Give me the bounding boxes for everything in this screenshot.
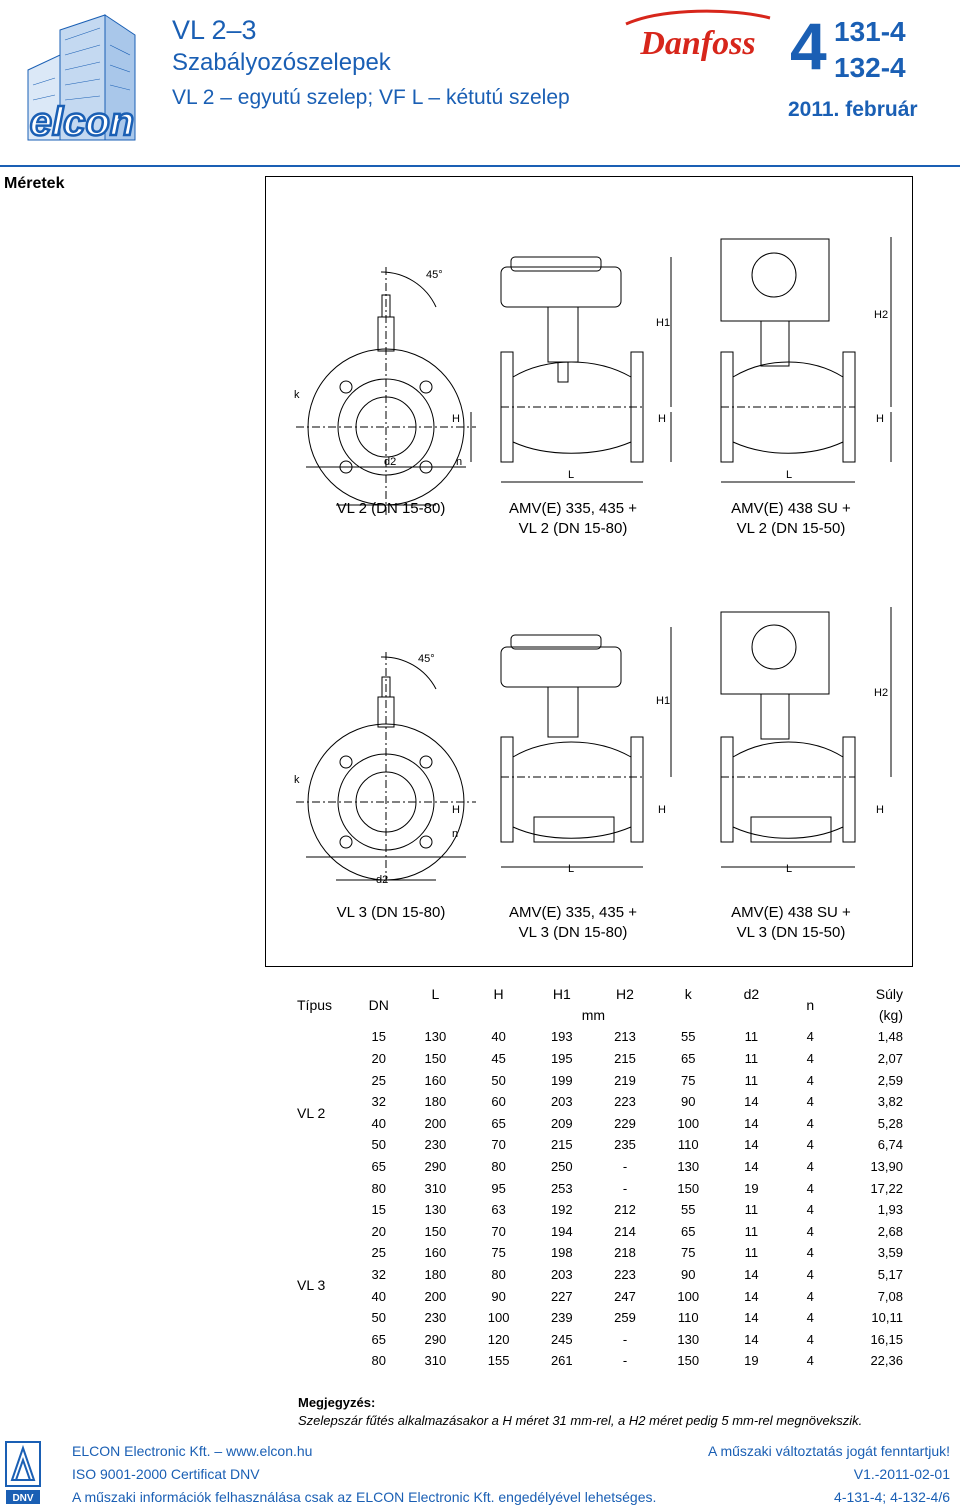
table-cell: 5,17 [877, 1267, 903, 1283]
table-cell: 150 [677, 1180, 700, 1196]
table-cell: 4 [806, 1072, 814, 1088]
table-cell: 215 [550, 1137, 573, 1153]
table-cell: 75 [680, 1072, 696, 1088]
table-cell: 4 [806, 1331, 814, 1347]
table-cell: 80 [371, 1353, 386, 1369]
table-cell: 50 [371, 1310, 386, 1326]
caption-vl2-front: VL 2 (DN 15-80) [336, 500, 446, 517]
table-cell: 55 [680, 1202, 696, 1218]
table-cell: 10,11 [871, 1310, 903, 1326]
table-cell: 65 [371, 1159, 386, 1175]
dim-k-1: k [294, 389, 300, 401]
table-cell: 75 [680, 1245, 696, 1261]
dnv-logo [4, 1440, 42, 1506]
footer-version: V1.-2011-02-01 [853, 1466, 950, 1482]
table-cell: 15 [371, 1202, 386, 1218]
table-cell: 130 [424, 1202, 447, 1218]
table-cell: 70 [491, 1223, 506, 1239]
table-cell: 253 [550, 1180, 573, 1196]
dim-h-2c: H [876, 804, 884, 816]
vl2-amv438-view [721, 239, 855, 462]
table-cell: 20 [371, 1051, 386, 1067]
caption-vl2-amv335: AMV(E) 335, 435 + VL 2 (DN 15-80) [509, 500, 637, 537]
table-cell: 14 [744, 1137, 759, 1153]
table-cell: 203 [550, 1267, 573, 1283]
header-dn: DN [368, 996, 389, 1013]
vl3-amv438-view [721, 612, 855, 842]
table-cell: 80 [491, 1267, 506, 1283]
table-cell: 195 [550, 1051, 573, 1067]
table-cell: 63 [491, 1202, 506, 1218]
table-cell: 200 [424, 1288, 447, 1304]
table-cell: 160 [424, 1072, 447, 1088]
vl2-amv335-view [501, 257, 643, 462]
dim-l-1a: L [568, 469, 575, 481]
table-cell: 239 [550, 1310, 573, 1326]
doc-main-digit: 4 [790, 9, 827, 83]
dim-n-1: n [456, 456, 463, 468]
table-cell: 40 [491, 1029, 506, 1045]
table-row [297, 1285, 903, 1307]
dim-h-1a: H [452, 413, 460, 425]
table-cell: 13,90 [870, 1159, 903, 1175]
table-cell: 16,15 [870, 1331, 903, 1347]
table-cell: 4 [806, 1180, 814, 1196]
table-row [297, 1091, 903, 1113]
section-title: Méretek [4, 175, 65, 192]
table-cell: 192 [550, 1202, 573, 1218]
table-cell: 4 [806, 1094, 814, 1110]
table-cell: 4 [806, 1115, 814, 1131]
table-cell: 80 [371, 1180, 386, 1196]
table-cell: 150 [424, 1223, 447, 1239]
table-cell: - [622, 1331, 628, 1347]
page-subtitle: Szabályozószelepek [172, 49, 391, 76]
table-row [297, 1177, 903, 1199]
svg-text:Danfoss: Danfoss [640, 25, 756, 62]
table-cell: 110 [677, 1137, 699, 1153]
table-cell: 4 [806, 1245, 814, 1261]
dim-d2-1: d2 [384, 456, 397, 468]
table-cell: 14 [744, 1267, 759, 1283]
caption-vl3-amv335: AMV(E) 335, 435 + VL 3 (DN 15-80) [509, 904, 637, 941]
header-n: n [806, 996, 815, 1013]
dim-k-2: k [294, 774, 300, 786]
footer-rights: A műszaki változtatás jogát fenntartjuk! [707, 1443, 950, 1459]
header-mm: mm [581, 1007, 606, 1024]
table-cell: 120 [487, 1331, 510, 1347]
table-cell: 14 [744, 1115, 759, 1131]
table-cell: 14 [744, 1310, 759, 1326]
dim-h1-2: H1 [656, 695, 671, 707]
table-cell: 245 [550, 1331, 573, 1347]
table-cell: 4 [806, 1288, 814, 1304]
doc-number-1: 131-4 [834, 16, 906, 47]
page-header [0, 0, 960, 165]
svg-text:elcon: elcon [29, 100, 135, 144]
table-cell: 3,82 [877, 1094, 903, 1110]
table-cell: 223 [614, 1094, 636, 1110]
dim-h-1b: H [658, 413, 666, 425]
table-cell: 45 [491, 1051, 506, 1067]
table-cell: 40 [371, 1288, 386, 1304]
technical-drawings [265, 176, 913, 967]
table-cell: 203 [550, 1094, 573, 1110]
caption-vl3-amv438: AMV(E) 438 SU + VL 3 (DN 15-50) [731, 904, 851, 941]
doc-number-2: 132-4 [834, 52, 906, 83]
table-cell: 90 [491, 1288, 506, 1304]
table-cell: 229 [614, 1115, 636, 1131]
dim-h-1c: H [876, 413, 884, 425]
svg-text:DNV: DNV [12, 1493, 34, 1504]
table-row [297, 1026, 903, 1048]
header-l: L [431, 985, 440, 1002]
table-cell: 90 [680, 1094, 696, 1110]
angle-label-1: 45° [426, 269, 443, 281]
table-cell: 212 [614, 1202, 636, 1218]
table-cell: 180 [424, 1267, 447, 1283]
table-cell: - [622, 1159, 628, 1175]
table-row [297, 1134, 903, 1156]
dim-h-2a: H [452, 804, 460, 816]
table-cell: 223 [614, 1267, 636, 1283]
table-body [297, 1026, 903, 1372]
table-cell: 2,59 [877, 1072, 903, 1088]
footer-company-line [72, 1443, 312, 1459]
table-cell: 11 [744, 1202, 759, 1218]
header-h: H [493, 985, 504, 1002]
table-cell: 90 [680, 1267, 696, 1283]
table-cell: 11 [744, 1245, 759, 1261]
page-subtitle-2: VL 2 – egyutú szelep; VF L – kétutú szelep [172, 86, 570, 109]
table-cell: 247 [614, 1288, 636, 1304]
table-cell: 194 [550, 1223, 573, 1239]
table-cell: 14 [744, 1159, 759, 1175]
dim-h2-2: H2 [874, 687, 889, 699]
table-row [297, 1069, 903, 1091]
table-cell: 213 [614, 1029, 636, 1045]
table-cell: 19 [744, 1180, 759, 1196]
table-cell: 215 [614, 1051, 636, 1067]
table-cell: 65 [491, 1115, 506, 1131]
table-cell: 230 [424, 1310, 447, 1326]
table-cell: 3,59 [877, 1245, 903, 1261]
header-suly: Súly [875, 985, 903, 1002]
table-cell: 4 [806, 1310, 814, 1326]
table-cell: 130 [677, 1331, 700, 1347]
header-d2: d2 [743, 985, 760, 1002]
table-cell: 65 [680, 1223, 696, 1239]
footer-pages: 4-131-4; 4-132-4/6 [834, 1489, 950, 1505]
table-cell: 150 [677, 1353, 700, 1369]
table-cell: 193 [550, 1029, 573, 1045]
drawing-canvas [266, 177, 914, 968]
dim-l-2b: L [786, 863, 793, 875]
footer-iso: ISO 9001-2000 Certificat DNV [72, 1466, 260, 1482]
table-cell: 14 [744, 1288, 759, 1304]
table-cell: 230 [424, 1137, 447, 1153]
table-cell: 65 [680, 1051, 696, 1067]
type-cell: VL 2 [297, 1104, 326, 1121]
header-tipus: Típus [297, 996, 333, 1013]
dim-d2-2: d2 [376, 874, 389, 886]
table-cell: 4 [806, 1159, 814, 1175]
table-cell: 160 [424, 1245, 447, 1261]
dim-n-2: n [452, 828, 459, 840]
table-cell: 209 [550, 1115, 573, 1131]
table-cell: 11 [744, 1072, 759, 1088]
table-cell: 100 [677, 1288, 700, 1304]
table-cell: 4 [806, 1353, 814, 1369]
dim-h1-1: H1 [656, 317, 671, 329]
note [298, 1394, 862, 1430]
danfoss-logo [622, 6, 774, 68]
table-cell: 130 [424, 1029, 447, 1045]
table-cell: 50 [371, 1137, 386, 1153]
table-cell: 199 [550, 1072, 573, 1088]
table-cell: 11 [744, 1029, 759, 1045]
table-row [297, 1113, 903, 1135]
table-row [297, 1221, 903, 1243]
header-k: k [684, 985, 692, 1002]
table-cell: 6,74 [877, 1137, 903, 1153]
table-cell: 2,07 [877, 1051, 903, 1067]
table-cell: 100 [677, 1115, 700, 1131]
dimensions-table [297, 983, 903, 1372]
table-cell: 75 [491, 1245, 506, 1261]
table-row [297, 1264, 903, 1286]
table-cell: 17,22 [870, 1180, 903, 1196]
table-cell: 25 [371, 1245, 386, 1261]
table-cell: 14 [744, 1094, 759, 1110]
table-cell: 32 [371, 1267, 386, 1283]
footer-company: ELCON Electronic Kft. [72, 1443, 211, 1459]
footer-web-link[interactable]: www.elcon.hu [226, 1443, 313, 1459]
table-cell: 32 [371, 1094, 386, 1110]
table-cell: 95 [491, 1180, 506, 1196]
table-row [297, 1156, 903, 1178]
table-cell: 155 [487, 1353, 510, 1369]
header-rule [0, 165, 960, 167]
table-cell: 259 [614, 1310, 636, 1326]
table-cell: 180 [424, 1094, 447, 1110]
table-cell: 1,93 [877, 1202, 903, 1218]
table-cell: 4 [806, 1202, 814, 1218]
caption-vl3-front: VL 3 (DN 15-80) [336, 904, 446, 921]
table-cell: - [622, 1180, 628, 1196]
table-row [297, 1048, 903, 1070]
table-cell: 25 [371, 1072, 386, 1088]
table-cell: 100 [487, 1310, 510, 1326]
page-title: VL 2–3 [172, 15, 257, 45]
table-row [297, 1307, 903, 1329]
dim-h-2b: H [658, 804, 666, 816]
table-cell: 7,08 [877, 1288, 903, 1304]
elcon-logo [0, 0, 165, 160]
table-cell: 22,36 [870, 1353, 903, 1369]
table-cell: 20 [371, 1223, 386, 1239]
table-cell: 4 [806, 1051, 814, 1067]
dim-l-1b: L [786, 469, 793, 481]
table-cell: 60 [491, 1094, 506, 1110]
table-cell: 219 [614, 1072, 636, 1088]
vl3-amv335-view [501, 635, 643, 842]
table-cell: 4 [806, 1029, 814, 1045]
table-cell: 290 [424, 1331, 447, 1347]
table-cell: 110 [677, 1310, 699, 1326]
angle-label-2: 45° [418, 653, 435, 665]
table-cell: 261 [550, 1353, 573, 1369]
note-text: Szelepszár fűtés alkalmazásakor a H méret 31 mm-rel, a H2 méret pedig 5 mm-rel megnövekszik. [298, 1413, 863, 1428]
table-cell: 150 [424, 1051, 447, 1067]
table-cell: 1,48 [877, 1029, 903, 1045]
table-cell: 290 [424, 1159, 447, 1175]
header-h1: H1 [552, 985, 571, 1002]
footer-usage: A műszaki információk felhasználása csak az ELCON Electronic Kft. engedélyével lehetséges. [72, 1489, 657, 1505]
table-cell: 4 [806, 1223, 814, 1239]
table-cell: 11 [744, 1223, 759, 1239]
table-cell: 310 [424, 1180, 447, 1196]
table-cell: 218 [614, 1245, 636, 1261]
table-cell: 19 [744, 1353, 759, 1369]
table-cell: 80 [491, 1159, 506, 1175]
title-block [172, 14, 570, 116]
header-h2: H2 [616, 985, 634, 1002]
table-cell: 214 [614, 1223, 636, 1239]
table-cell: 40 [371, 1115, 386, 1131]
vl2-front-view [296, 267, 476, 517]
document-date: 2011. február [788, 98, 918, 121]
table-cell: 200 [424, 1115, 447, 1131]
table-row [297, 1242, 903, 1264]
table-cell: 50 [491, 1072, 506, 1088]
caption-vl2-amv438: AMV(E) 438 SU + VL 2 (DN 15-50) [731, 500, 851, 537]
table-cell: 4 [806, 1267, 814, 1283]
table-row [297, 1329, 903, 1351]
dim-l-2a: L [568, 863, 575, 875]
table-cell: 11 [744, 1051, 759, 1067]
table-cell: 250 [550, 1159, 573, 1175]
table-cell: 15 [371, 1029, 386, 1045]
table-cell: 235 [614, 1137, 636, 1153]
vl3-front-view [296, 652, 476, 882]
table-cell: 14 [744, 1331, 759, 1347]
table-cell: 227 [550, 1288, 573, 1304]
table-cell: 198 [550, 1245, 573, 1261]
table-cell: 65 [371, 1331, 386, 1347]
header-kg: (kg) [878, 1007, 903, 1024]
note-label: Megjegyzés: [298, 1395, 376, 1410]
table-cell: 130 [677, 1159, 700, 1175]
table-cell: 55 [680, 1029, 696, 1045]
dim-h2-1: H2 [874, 309, 889, 321]
footer-sep: – [214, 1443, 223, 1459]
table-row [297, 1350, 903, 1372]
table-cell: 5,28 [877, 1115, 903, 1131]
table-row [297, 1199, 903, 1221]
table-cell: 2,68 [877, 1223, 903, 1239]
table-cell: - [622, 1353, 628, 1369]
table-cell: 70 [491, 1137, 506, 1153]
table-cell: 310 [424, 1353, 447, 1369]
type-cell: VL 3 [297, 1277, 326, 1294]
table-cell: 4 [806, 1137, 814, 1153]
